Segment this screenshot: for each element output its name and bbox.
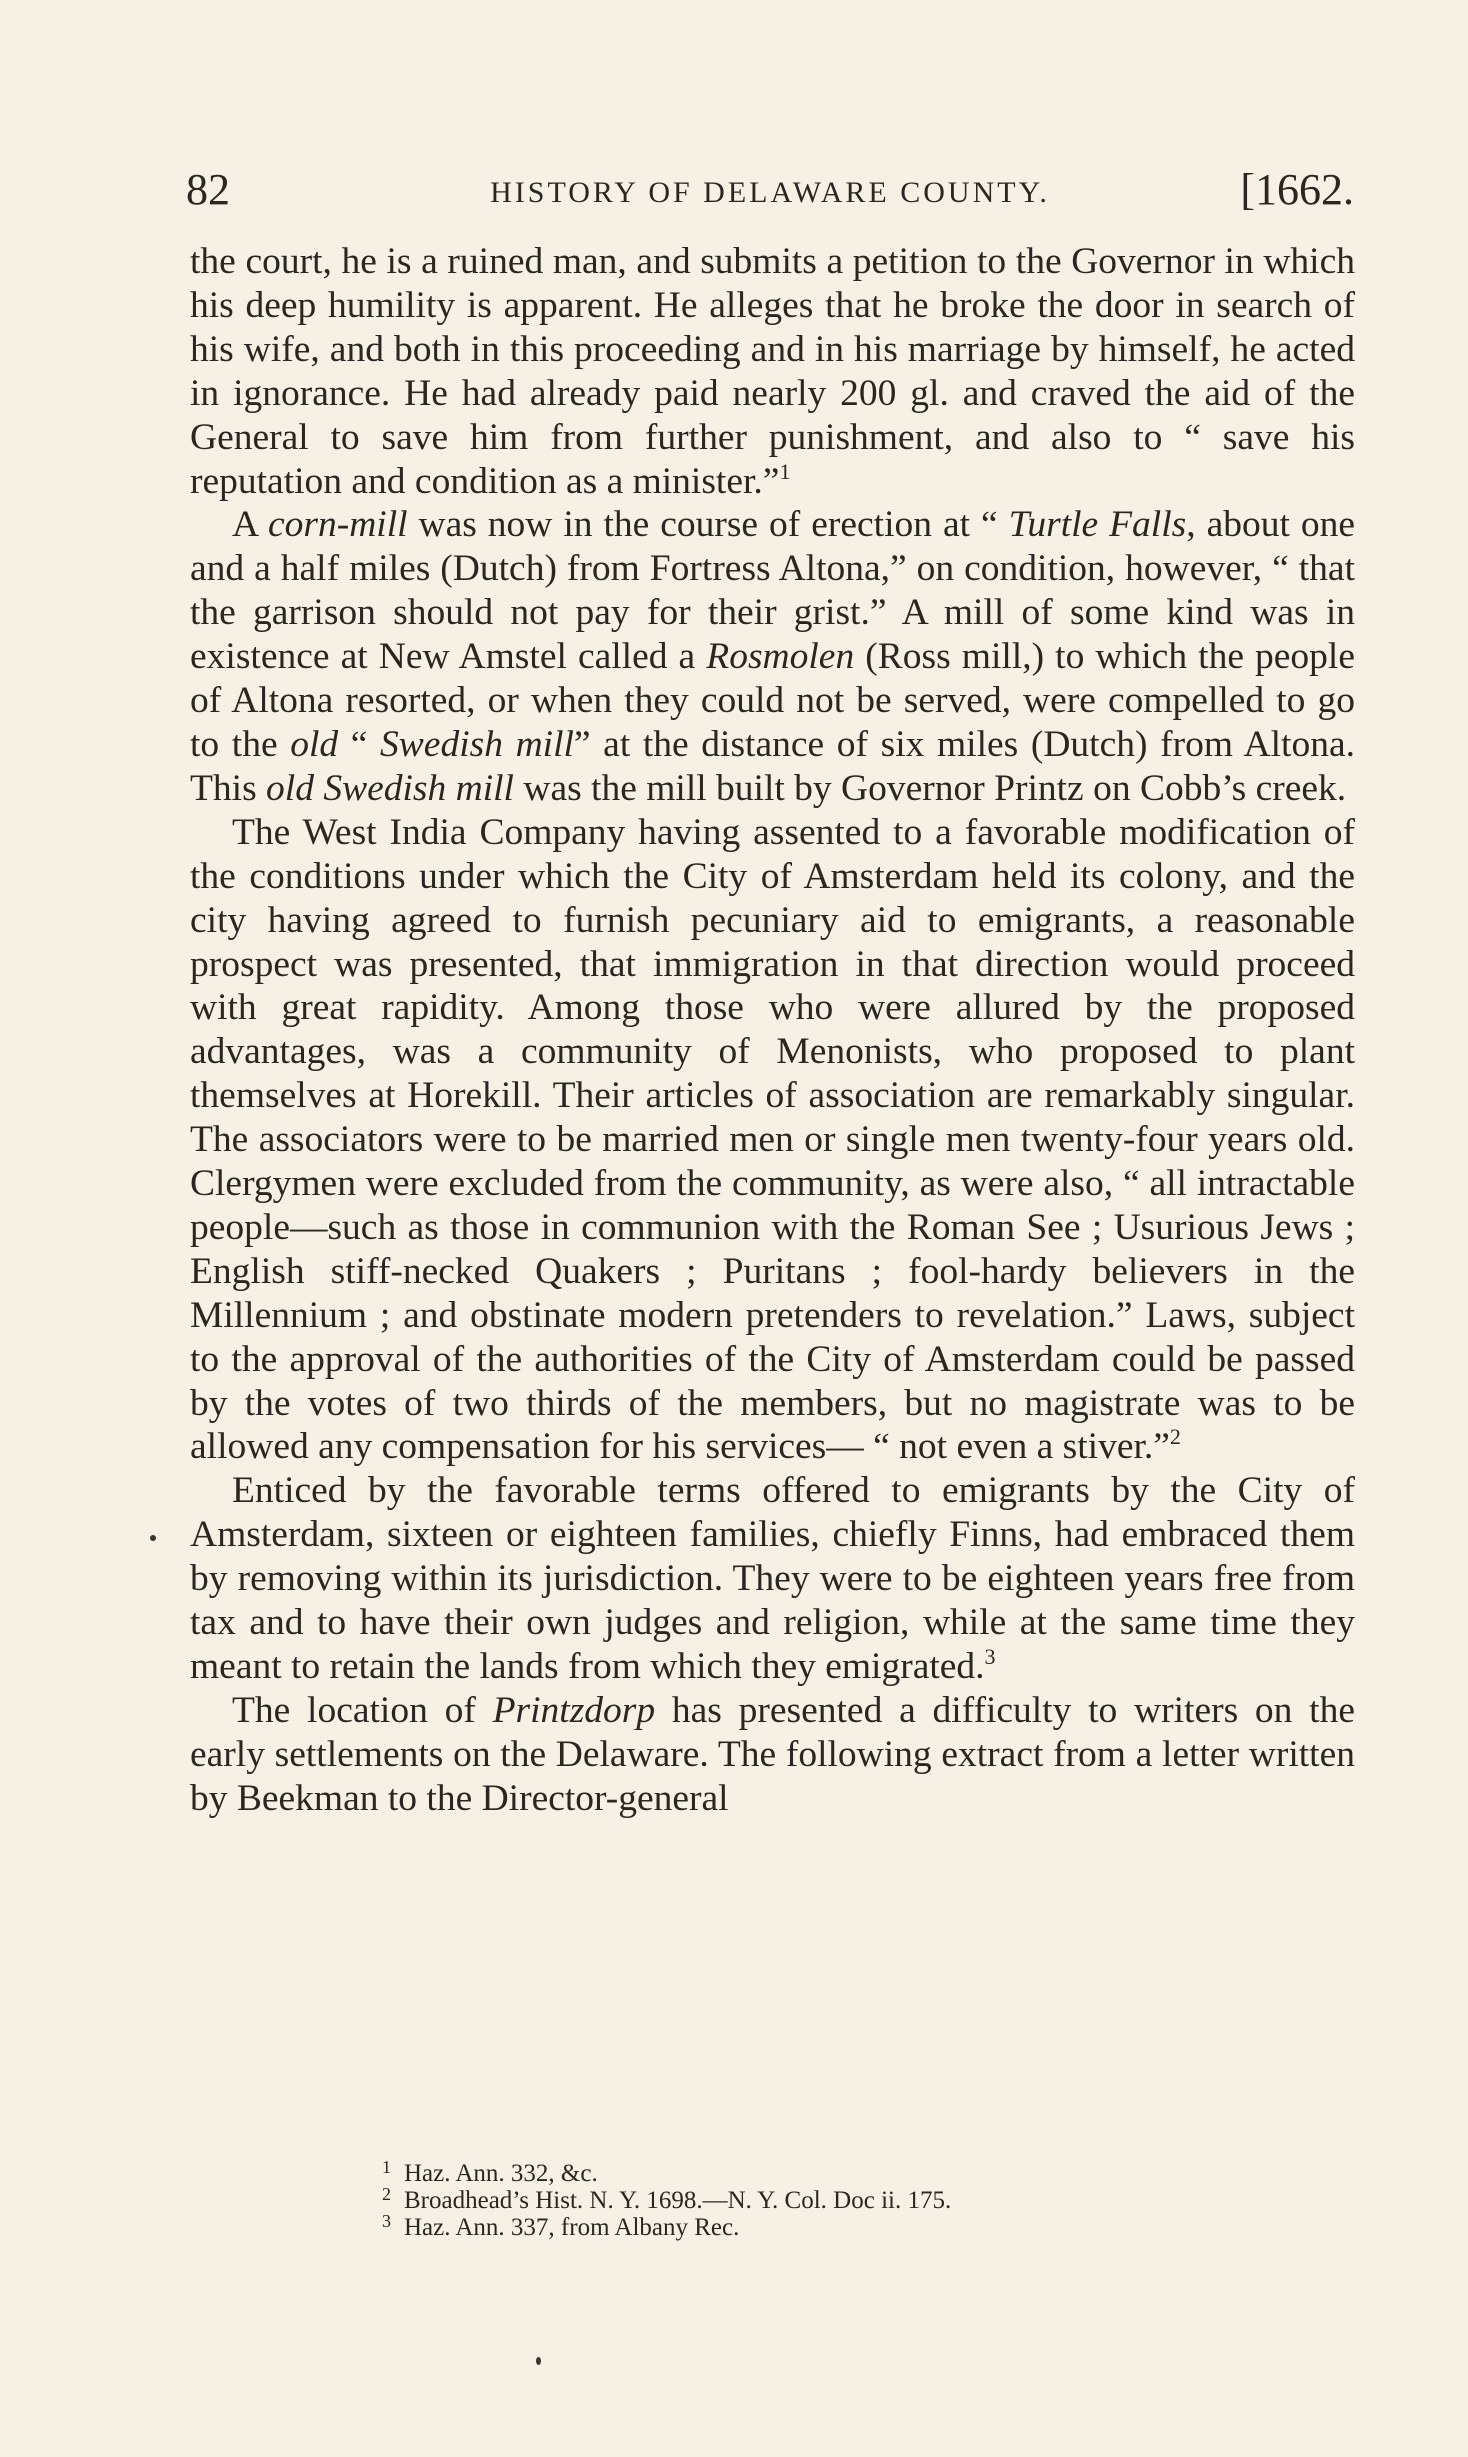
text-run: has presented a difficulty to writers on the early settlements on the Delaware. The following extract from a letter written by Beekman to the Director-general [190,1689,1355,1819]
paragraph [190,503,1355,810]
text-run: The location of [232,1689,493,1731]
text-run: “ [338,723,381,765]
header-year: [1662. [1240,165,1354,214]
stray-mark [536,2357,541,2365]
paragraph [190,1469,1355,1689]
running-title: HISTORY OF DELAWARE COUNTY. [490,176,1050,209]
page-number: 82 [186,165,230,214]
italic-text: Rosmolen [706,636,855,678]
footnote-ref: 3 [984,1644,996,1669]
italic-text: old [290,723,339,765]
footnote-number: 3 [382,2211,391,2231]
paragraph [190,240,1355,503]
italic-text: old Swedish mill [266,767,514,809]
footnote [382,2211,1282,2241]
footnote-text: Broadhead’s Hist. N. Y. 1698.—N. Y. Col. Doc ii. 175. [404,2187,952,2214]
paragraph [190,1689,1355,1821]
italic-text: Swedish mill [380,723,574,765]
footnote-number: 2 [382,2184,391,2204]
footnote-text: Haz. Ann. 332, &c. [404,2160,598,2187]
italic-text: corn-mill [267,504,408,546]
text-run: The West India Company having assented to a favorable modification of the conditions under which the City of Amsterdam held its colony, and the city having agreed to furnish pecuniary aid to emigrants, a reasonable prospect was presented, that immigration in that direction would proceed with great rapidity. Among those who were allured by the proposed advantages, was a community of Menonists, who proposed to plant themselves at Horekill. Their articles of association are remarkably singular. The associators were to be married men or single men twenty-four years old. Clergymen were excluded from the community, as were also, “ all intractable people—such as those in communion with the Roman See ; Usurious Jews ; English stiff-necked Quakers ; Puritans ; fool-hardy believers in the Millennium ; and obstinate modern pretenders to revelation.” Laws, subject to the approval of the authorities of the City of Amsterdam could be passed by the votes of two thirds of the members, but no magistrate was to be allowed any compensation for his services— “ not even a stiver.” [190,811,1355,1468]
text-run: was the mill built by Governor Printz on Cobb’s creek. [513,767,1347,809]
footnote-number: 1 [382,2157,391,2177]
paragraph [190,811,1355,1470]
italic-text: Turtle Falls [1008,504,1187,546]
body-text [190,240,1355,1821]
footnote [382,2184,1282,2214]
italic-text: Printzdorp [492,1689,656,1731]
footnote-ref: 1 [779,458,791,484]
text-run: the court, he is a ruined man, and submits a petition to the Governor in which his deep humility is apparent. He alleges that he broke the door in search of his wife, and both in this proceeding and in his marriage by himself, he acted in ignorance. He had already paid nearly 200 gl. and craved the aid of the General to save him from further punishment, and also to “ save his reputation and condition as a minister.” [190,241,1355,502]
footnotes [382,2157,1282,2241]
text-run: ” at the distance of six miles (Dutch) from Altona. This [190,723,1355,809]
text-run: A [232,504,268,546]
text-run: (Ross mill,) to which the people of Altona resorted, or when they could not be served, were compelled to go to the [190,636,1355,765]
footnote [382,2157,1282,2187]
text-run: , about one and a half miles (Dutch) from Fortress Altona,” on condition, however, “ that the garrison should not pay for their grist.” A mill of some kind was in existence at New Amstel called a [190,504,1355,678]
margin-dot [150,1535,156,1541]
page-header [186,158,1354,218]
footnote-ref: 2 [1169,1424,1181,1450]
text-run: Enticed by the favorable terms offered to emigrants by the City of Amsterdam, sixteen or eighteen families, chiefly Finns, had embraced them by removing within its jurisdiction. They were to be eighteen years free from tax and to have their own judges and religion, while at the same time they meant to retain the lands from which they emigrated. [190,1470,1355,1687]
text-run: was now in the course of erection at “ [407,504,1009,546]
footnote-text: Haz. Ann. 337, from Albany Rec. [404,2214,740,2241]
